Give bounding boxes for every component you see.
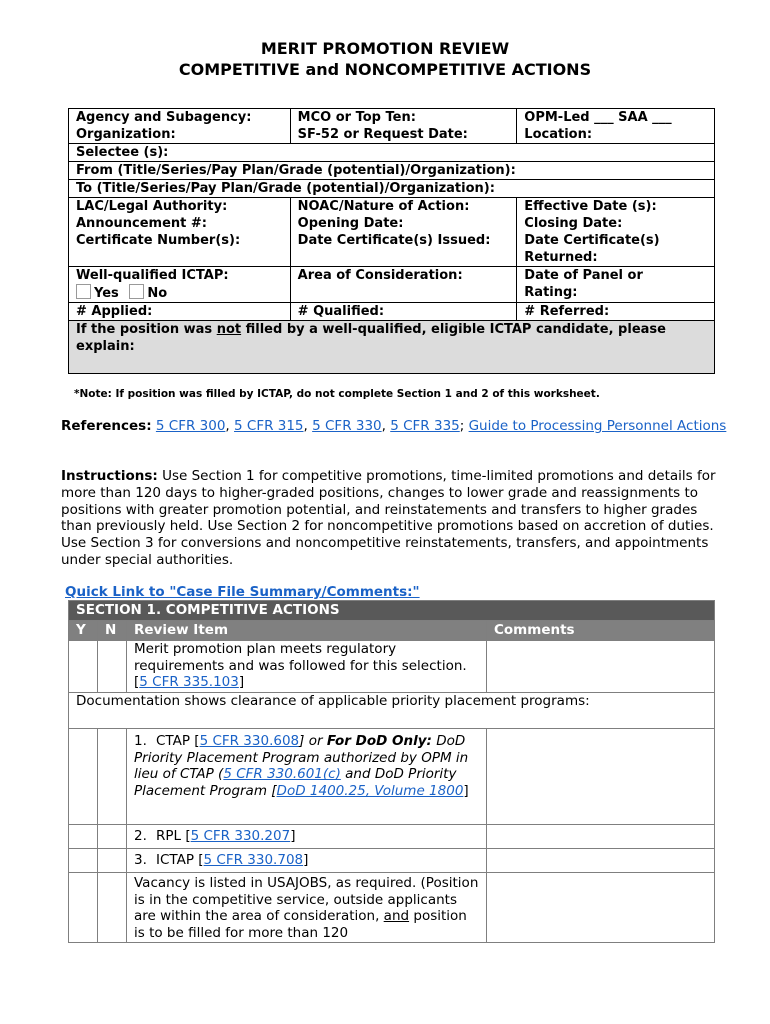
n-cell[interactable] <box>98 641 127 693</box>
instructions-text: Use Section 1 for competitive promotions, time-limited promotions and details for more than 120 days to higher-graded positions, changes to lower grade and reassignments to positions with greater promotion potential, and reinstatements and transfers to higher grades than previously held. Use Section 2 for noncompetitive promotions based on accretion of duties. Use Section 3 for conversions and noncompetitive reinstatements, transfers, and appointments under special authorities. <box>61 468 716 568</box>
sf52-field[interactable]: SF-52 or Request Date: <box>290 126 517 144</box>
comment-cell[interactable] <box>487 729 715 825</box>
page-subtitle: COMPETITIVE and NONCOMPETITIVE ACTIONS <box>178 60 592 79</box>
link-5cfr315[interactable]: 5 CFR 315 <box>234 418 304 434</box>
qualified-field[interactable]: # Qualified: <box>290 303 517 321</box>
rpl-text: RPL [ <box>156 828 191 844</box>
section1-title: SECTION 1. COMPETITIVE ACTIONS <box>69 601 715 621</box>
n-cell[interactable] <box>98 825 127 849</box>
panel-label-2: Rating: <box>524 285 578 300</box>
review-item-rpl: 2. RPL [5 CFR 330.207] <box>127 825 487 849</box>
date-returned-label-1: Date Certificate(s) <box>524 233 660 248</box>
link-5cfr330[interactable]: 5 CFR 330 <box>312 418 382 434</box>
date-returned-field[interactable] <box>517 232 715 267</box>
panel-date-field[interactable] <box>517 267 715 303</box>
mco-field[interactable]: MCO or Top Ten: <box>290 109 517 127</box>
n-cell[interactable] <box>98 849 127 873</box>
ctap-or: ] or <box>299 733 327 749</box>
opening-date-field[interactable]: Opening Date: <box>290 215 517 232</box>
item-number: 1. <box>134 733 147 749</box>
references: References: 5 CFR 300, 5 CFR 315, 5 CFR 330, 5 CFR 335; Guide to Processing Personnel Actions <box>61 418 727 434</box>
dod-close: ] <box>463 783 469 800</box>
referred-field[interactable]: # Referred: <box>517 303 715 321</box>
date-issued-field[interactable]: Date Certificate(s) Issued: <box>290 232 517 267</box>
date-returned-label-2: Returned: <box>524 250 598 265</box>
review-item-merit: Merit promotion plan meets regulatory requirements and was followed for this selection. [5 CFR 335.103] <box>127 641 487 693</box>
location-field[interactable]: Location: <box>517 126 715 144</box>
y-cell[interactable] <box>69 825 98 849</box>
to-field[interactable]: To (Title/Series/Pay Plan/Grade (potential)/Organization): <box>69 180 715 198</box>
selectee-field[interactable]: Selectee (s): <box>69 144 715 162</box>
no-label: No <box>147 286 168 301</box>
info-table <box>68 108 715 374</box>
ictap-text: ICTAP [ <box>156 852 204 868</box>
link-5cfr300[interactable]: 5 CFR 300 <box>155 418 226 434</box>
explain-field[interactable] <box>69 321 715 374</box>
link-5cfr335103[interactable]: 5 CFR 335.103 <box>139 674 239 691</box>
explain-text-2: filled by a well-qualified, eligible ICTAP candidate, please explain: <box>76 322 666 354</box>
comment-cell[interactable] <box>487 849 715 873</box>
dod-text-2: and DoD Priority Placement Program [ <box>134 766 457 800</box>
panel-label-1: Date of Panel or <box>524 268 643 283</box>
review-item-vacancy <box>127 873 487 943</box>
y-cell[interactable] <box>69 729 98 825</box>
from-field[interactable]: From (Title/Series/Pay Plan/Grade (potential)/Organization): <box>69 162 715 180</box>
n-cell[interactable] <box>98 873 127 943</box>
references-label: References: <box>61 418 152 434</box>
yes-label: Yes <box>94 286 119 301</box>
certificate-field[interactable]: Certificate Number(s): <box>69 232 291 267</box>
col-n: N <box>98 621 127 641</box>
area-field[interactable]: Area of Consideration: <box>290 267 517 303</box>
lac-field[interactable]: LAC/Legal Authority: <box>69 198 291 216</box>
comment-cell[interactable] <box>487 873 715 943</box>
link-5cfr330601c[interactable]: 5 CFR 330.601(c) <box>223 766 341 783</box>
page-title: MERIT PROMOTION REVIEW <box>260 39 510 58</box>
comment-cell[interactable] <box>487 825 715 849</box>
agency-field[interactable]: Agency and Subagency: <box>69 109 291 127</box>
col-review-item: Review Item <box>127 621 487 641</box>
effective-date-field[interactable]: Effective Date (s): <box>517 198 715 216</box>
vacancy-and: and <box>383 908 410 925</box>
vacancy-text: Vacancy is listed in USAJOBS, as required. (Position is in the competitive service, outside applicants are within the area of consideration, <box>134 875 479 925</box>
applied-field[interactable]: # Applied: <box>69 303 291 321</box>
link-5cfr330207[interactable]: 5 CFR 330.207 <box>190 828 291 844</box>
noac-field[interactable]: NOAC/Nature of Action: <box>290 198 517 216</box>
vacancy-text-2: position is to be filled for more than 120 <box>134 908 467 942</box>
instructions-label: Instructions: <box>61 468 158 484</box>
link-5cfr330708[interactable]: 5 CFR 330.708 <box>203 852 304 868</box>
y-cell[interactable] <box>69 849 98 873</box>
explain-not: not <box>216 322 242 337</box>
col-comments: Comments <box>487 621 715 641</box>
organization-field[interactable]: Organization: <box>69 126 291 144</box>
announcement-field[interactable]: Announcement #: <box>69 215 291 232</box>
review-text: Merit promotion plan meets regulatory requirements and was followed for this selection. <box>134 641 467 674</box>
link-dod-1400-25[interactable]: DoD 1400.25, Volume 1800 <box>276 783 464 800</box>
col-y: Y <box>69 621 98 641</box>
review-item-ctap <box>127 729 487 825</box>
no-checkbox[interactable] <box>129 284 144 299</box>
section1-table <box>68 600 715 943</box>
item-number: 2. <box>134 828 147 844</box>
ctap-text: CTAP [ <box>156 733 200 749</box>
clearance-row: Documentation shows clearance of applicable priority placement programs: <box>69 693 715 729</box>
yes-checkbox[interactable] <box>76 284 91 299</box>
y-cell[interactable] <box>69 641 98 693</box>
instructions <box>61 468 731 569</box>
closing-date-field[interactable]: Closing Date: <box>517 215 715 232</box>
wq-ictap-label: Well-qualified ICTAP: <box>76 268 229 283</box>
wq-ictap-field <box>69 267 291 303</box>
y-cell[interactable] <box>69 873 98 943</box>
item-number: 3. <box>134 852 147 868</box>
explain-text: If the position was <box>76 322 217 337</box>
review-item-ictap: 3. ICTAP [5 CFR 330.708] <box>127 849 487 873</box>
dod-text: DoD Priority Placement Program authorized by OPM in lieu of CTAP ( <box>134 733 469 783</box>
quick-link[interactable]: Quick Link to "Case File Summary/Comments:" <box>65 584 420 600</box>
n-cell[interactable] <box>98 729 127 825</box>
link-5cfr330608[interactable]: 5 CFR 330.608 <box>199 733 300 749</box>
ictap-note: *Note: If position was filled by ICTAP, do not complete Section 1 and 2 of this worksheet. <box>74 388 600 400</box>
link-guide-processing[interactable]: Guide to Processing Personnel Actions <box>468 418 727 434</box>
comment-cell[interactable] <box>487 641 715 693</box>
opm-led-field[interactable]: OPM-Led ___ SAA ___ <box>517 109 715 127</box>
dod-only-label: For DoD Only: <box>326 733 432 749</box>
link-5cfr335[interactable]: 5 CFR 335 <box>390 418 460 434</box>
